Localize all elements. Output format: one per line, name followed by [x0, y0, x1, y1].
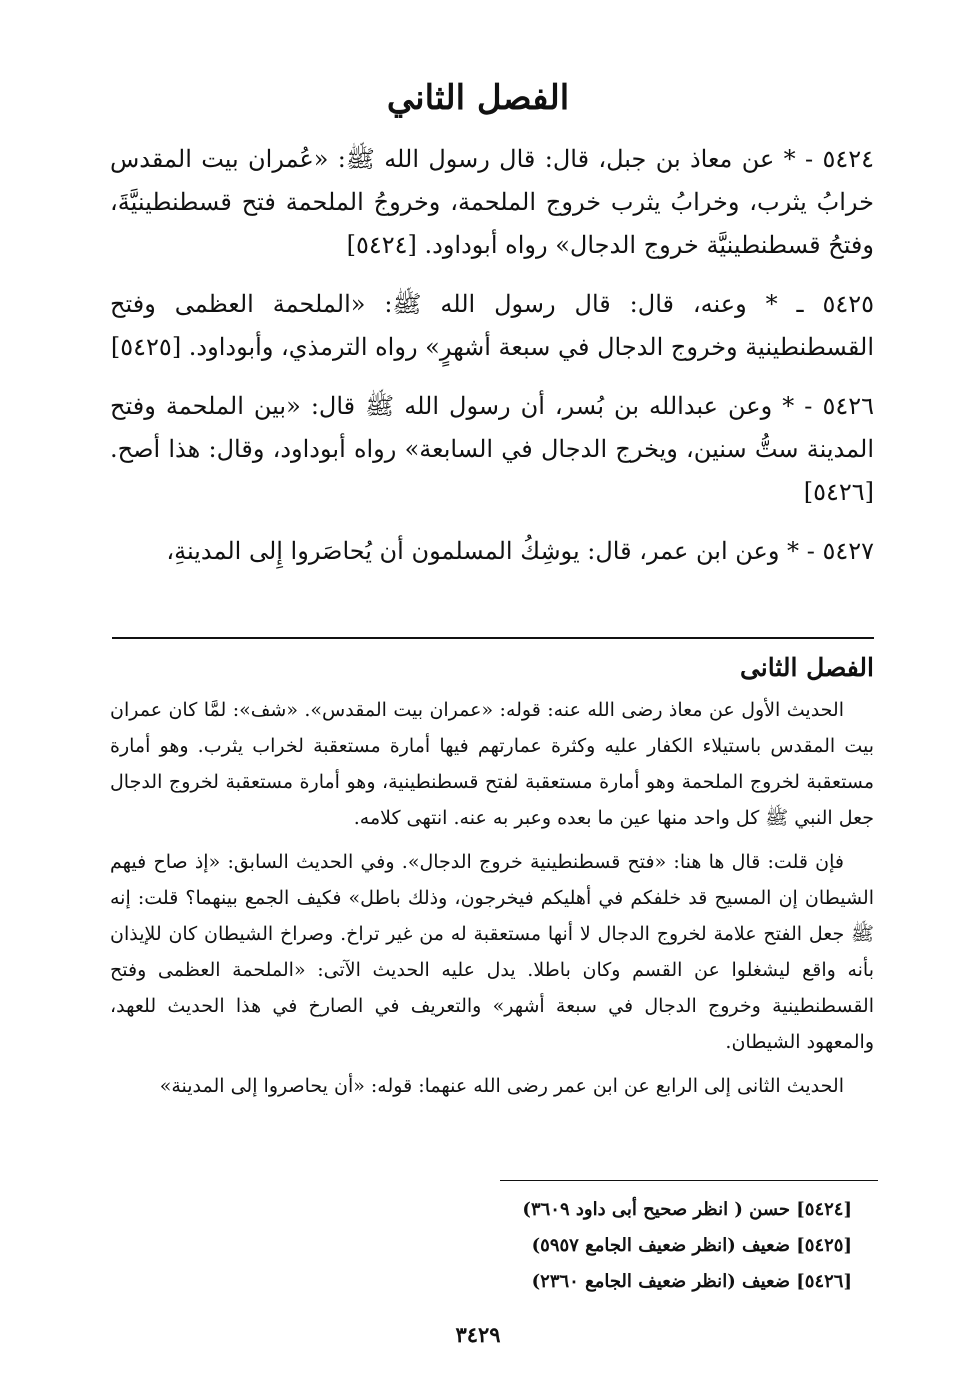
hadith-5427: ٥٤٢٧ - * وعن ابن عمر، قال: يوشِكُ المسلمون أن يُحاصَروا إِلى المدينةِ،	[166, 537, 874, 565]
hadith-5424: ٥٤٢٤ - * عن معاذ بن جبل، قال: قال رسول الله ﷺ: «عُمران بيت المقدس خرابُ يثرب، وخرابُ يثرب خروج الملحمة، وخروجُ الملحمة فتح قسطنطينيَّةَ، وفتحُ قسطنطينيَّة خروج الدجال» رواه أبوداود. [٥٤٢٤]	[110, 145, 874, 259]
footnote-5425: [٥٤٢٥] ضعيف (انظر ضعيف الجامع ٥٩٥٧)	[531, 1235, 852, 1256]
page-number: ٣٤٢٩	[455, 1322, 501, 1347]
commentary-paragraph: الحديث الأول عن معاذ رضى الله عنه: قوله: «عمران بيت المقدس». «شف»: لمَّا كان عمران بيت المقدس باستيلاء الكفار عليه وكثرة عمارتهم فيها أمارة مستعقبة لخراب يثرب. وهو أمارة مستعقبة لخروج الملحمة وهو أمارة مستعقبة لفتح قسطنطينية، وهو أمارة مستعقبة لخروج الدجال جعل النبي ﷺ كل واحد منها عين ما بعده وعبر به عنه. انتهى كلامه.	[110, 699, 874, 829]
hadith-5425: ٥٤٢٥ ـ * وعنه، قال: قال رسول الله ﷺ: «الملحمة العظمى وفتح القسطنطينية وخروج الدجال في سبعة أشهرٍ» رواه الترمذي، وأبوداود. [٥٤٢٥]	[110, 290, 874, 361]
hadith-5426: ٥٤٢٦ - * وعن عبدالله بن بُسر، أن رسول الله ﷺ قال: «بين الملحمة وفتح المدينة ستُّ سنين، ويخرج الدجال في السابعة» رواه أبوداود، وقال: هذا أصح. [٥٤٢٦]	[110, 392, 875, 506]
section-divider	[112, 637, 874, 639]
hadith-section	[110, 138, 874, 589]
commentary-section	[110, 650, 874, 1112]
commentary-title: الفصل الثانى	[739, 653, 874, 682]
commentary-paragraph: الحديث الثانى إلى الرابع عن ابن عمر رضى الله عنهما: قوله: «أن يحاصروا إلى المدينة»	[159, 1075, 844, 1097]
footnotes	[522, 1192, 852, 1300]
commentary-paragraph: فإن قلت: قال ها هنا: «فتح قسطنطينية خروج الدجال». وفي الحديث السابق: «إذ صاح فيهم الشيطان إن المسيح قد خلفكم في أهليكم فيخرجون، وذلك باطل» فكيف الجمع بينهما؟ قلت: إنه ﷺ جعل الفتح علامة لخروج الدجال لا أنها مستعقبة له من غير تراخ. وصراخ الشيطان كان للإيذان بأنه واقع ليشغلوا عن القسم وكان باطلا. يدل عليه الحديث الآتى: «الملحمة العظمى وفتح القسطنطينية وخروج الدجال في سبعة أشهر» والتعريف في الصارخ في هذا الحديث للعهد، والمعهود الشيطان.	[110, 851, 874, 1053]
page-title: الفصل الثاني	[386, 78, 570, 118]
footnote-5424: [٥٤٢٤] حسن ( انظر صحيح أبى داود ٣٦٠٩)	[522, 1199, 852, 1220]
footnote-5426: [٥٤٢٦] ضعيف (انظر ضعيف الجامع ٢٣٦٠)	[531, 1271, 852, 1292]
footnote-divider	[500, 1180, 878, 1181]
